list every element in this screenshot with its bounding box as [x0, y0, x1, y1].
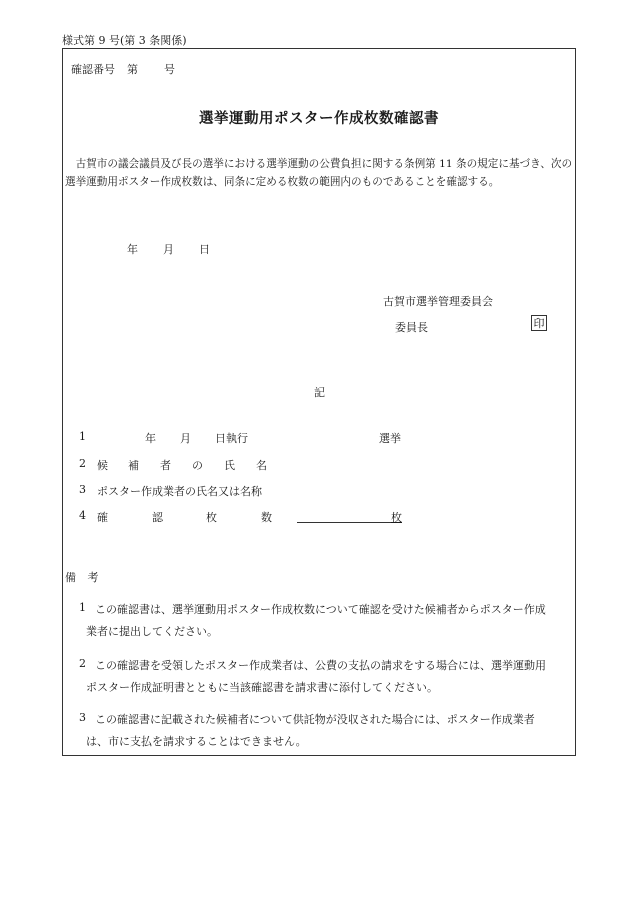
ki-heading: 記 — [314, 386, 325, 399]
item-2-char: の — [192, 459, 203, 472]
remark-1-line2: 業者に提出してください。 — [86, 625, 218, 638]
confirmation-number-label: 確認番号 — [71, 63, 115, 76]
remark-3-line2: は、市に支払を請求することはできません。 — [86, 735, 307, 748]
item-2-char: 補 — [128, 459, 139, 472]
item-4-char: 数 — [261, 511, 272, 524]
item-4-number: 4 — [79, 509, 86, 522]
remarks-heading: 備 考 — [65, 571, 103, 584]
date-month: 月 — [163, 243, 174, 256]
seal-stamp: 印 — [531, 315, 547, 331]
confirmation-number-go: 号 — [164, 63, 175, 76]
issuer-chair: 委員長 — [395, 321, 428, 334]
item-2-char: 者 — [160, 459, 171, 472]
remark-2-number: 2 — [79, 657, 86, 670]
form-frame — [62, 48, 576, 756]
form-number: 様式第 9 号(第 3 条関係) — [62, 34, 187, 47]
remark-3-number: 3 — [79, 711, 86, 724]
item-1-day-exec: 日執行 — [215, 432, 248, 445]
item-1-election: 選挙 — [379, 432, 401, 445]
remark-2-line2: ポスター作成証明書とともに当該確認書を請求書に添付してください。 — [86, 681, 438, 694]
confirmation-number-dai: 第 — [127, 63, 138, 76]
item-4-unit: 枚 — [391, 511, 402, 524]
date-day: 日 — [199, 243, 210, 256]
item-1-year: 年 — [145, 432, 156, 445]
item-1-number: 1 — [79, 430, 86, 443]
item-2-char: 候 — [97, 459, 108, 472]
item-2-char: 氏 — [224, 459, 235, 472]
body-paragraph: 古賀市の議会議員及び長の選挙における選挙運動の公費負担に関する条例第 11 条の規定に基づき、次の選挙運動用ポスター作成枚数は、同条に定める枚数の範囲内のものであることを確認する。 — [65, 158, 573, 188]
remark-1-line1: この確認書は、選挙運動用ポスター作成枚数について確認を受けた候補者からポスター作成 — [95, 603, 546, 616]
remark-2-line1: この確認書を受領したポスター作成業者は、公費の支払の請求をする場合には、選挙運動用 — [95, 659, 546, 672]
item-2-char: 名 — [256, 459, 267, 472]
item-4-count-line — [297, 522, 391, 523]
issuer-committee: 古賀市選挙管理委員会 — [383, 295, 493, 308]
date-year: 年 — [127, 243, 138, 256]
item-4-char: 認 — [152, 511, 163, 524]
document-title: 選挙運動用ポスター作成枚数確認書 — [199, 110, 439, 127]
remark-3-line1: この確認書に記載された候補者について供託物が没収された場合には、ポスター作成業者 — [95, 713, 535, 726]
remark-1-number: 1 — [79, 601, 86, 614]
item-4-char: 確 — [97, 511, 108, 524]
item-2-number: 2 — [79, 457, 86, 470]
item-4-char: 枚 — [206, 511, 217, 524]
item-3-label: ポスター作成業者の氏名又は名称 — [97, 485, 262, 498]
item-1-month: 月 — [180, 432, 191, 445]
item-3-number: 3 — [79, 483, 86, 496]
